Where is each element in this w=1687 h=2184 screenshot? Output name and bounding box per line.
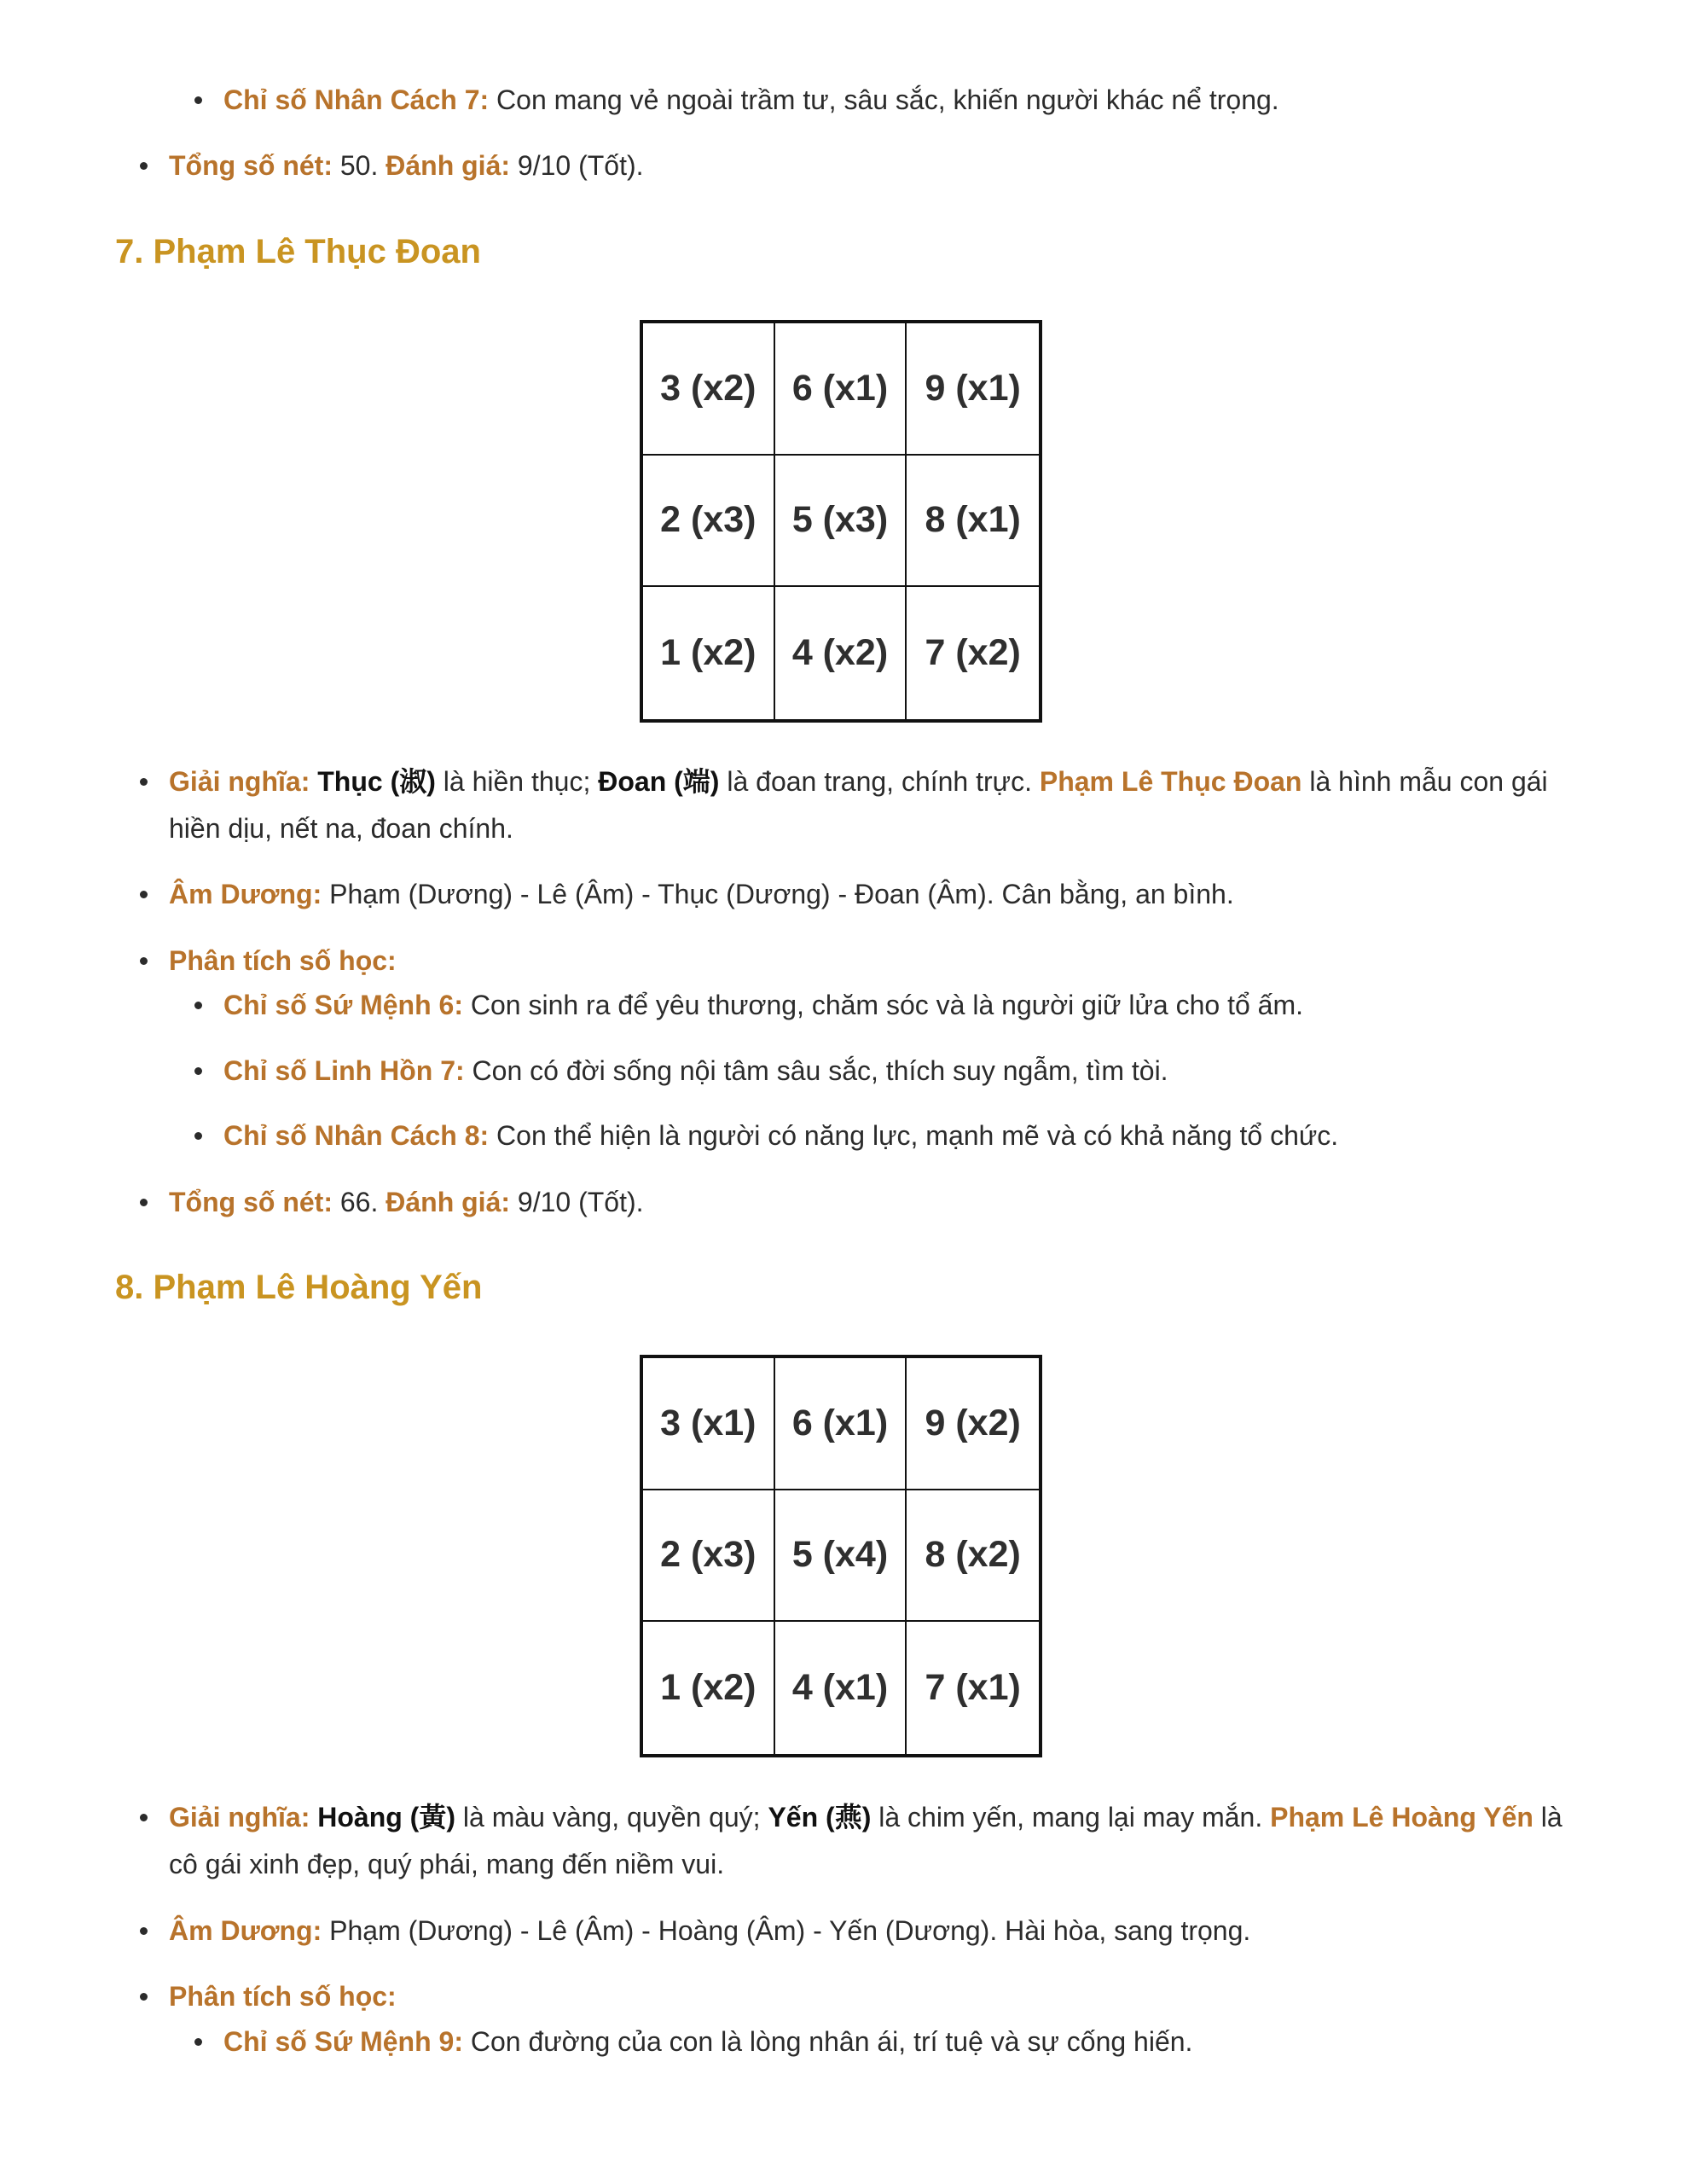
section-heading-7: 7. Phạm Lê Thục Đoan <box>115 233 481 270</box>
yinyang-text: Phạm (Dương) - Lê (Âm) - Thục (Dương) - Đoan (Âm). Cân bằng, an bình. <box>322 879 1234 909</box>
list-item-numerology-7 <box>169 938 1576 985</box>
list-item-nhan-cach-7 <box>223 77 1588 124</box>
grid-cell: 7 (x2) <box>925 632 1021 674</box>
number-grid-7 <box>640 320 1042 723</box>
item-label: Chỉ số Sứ Mệnh 6: <box>223 990 463 1020</box>
meaning-text-1: là hiền thục; <box>435 766 599 797</box>
list-item-linh-hon-7 <box>223 1048 1588 1095</box>
list-item-nhan-cach-8 <box>223 1112 1588 1159</box>
list-item-total-strokes-7 <box>169 1179 1576 1226</box>
grid-cell: 9 (x2) <box>907 1358 1039 1490</box>
rating-value: 9/10 (Tốt). <box>510 150 644 181</box>
numerology-label: Phân tích số học: <box>169 1981 397 2012</box>
meaning-text-2: là đoan trang, chính trực. <box>719 766 1040 797</box>
item-label: Chỉ số Nhân Cách 8: <box>223 1120 490 1151</box>
grid-cell: 4 (x2) <box>775 587 907 719</box>
list-item-meaning-8 <box>169 1794 1576 1888</box>
list-item-yinyang-7 <box>169 871 1576 918</box>
meaning-fullname: Phạm Lê Hoàng Yến <box>1270 1802 1533 1833</box>
grid-cell: 2 (x3) <box>643 456 775 588</box>
meaning-text-2: là chim yến, mang lại may mắn. <box>871 1802 1271 1833</box>
meaning-label: Giải nghĩa: <box>169 766 310 797</box>
grid-cell: 8 (x2) <box>907 1490 1039 1623</box>
item-label: Chỉ số Nhân Cách 7: <box>223 84 490 115</box>
item-text: Con thể hiện là người có năng lực, mạnh mẽ và có khả năng tổ chức. <box>489 1120 1339 1151</box>
meaning-char-1: Thục (淑) <box>317 766 436 797</box>
item-label: Chỉ số Sứ Mệnh 9: <box>223 2026 463 2057</box>
item-text: Con mang vẻ ngoài trầm tư, sâu sắc, khiến người khác nể trọng. <box>489 84 1279 115</box>
numerology-label: Phân tích số học: <box>169 945 397 976</box>
grid-cell: 5 (x4) <box>775 1490 907 1623</box>
item-text: Con có đời sống nội tâm sâu sắc, thích suy ngẫm, tìm tòi. <box>464 1055 1168 1086</box>
meaning-text-1: là màu vàng, quyền quý; <box>455 1802 768 1833</box>
list-item-numerology-8 <box>169 1973 1576 2020</box>
number-grid-8 <box>640 1355 1042 1757</box>
grid-cell: 3 (x2) <box>643 323 775 456</box>
section-heading-8: 8. Phạm Lê Hoàng Yến <box>115 1269 483 1306</box>
meaning-text-3: là hình mẫu con gái hiền dịu, nết na, đoan chính. <box>169 766 1548 844</box>
grid-cell: 5 (x3) <box>775 456 907 588</box>
grid-cell: 6 (x1) <box>775 1358 907 1490</box>
grid-cell: 6 (x1) <box>775 323 907 456</box>
list-item-yinyang-8 <box>169 1908 1576 1955</box>
total-value: 66. <box>332 1187 386 1217</box>
rating-label: Đánh giá: <box>386 1187 511 1217</box>
total-label: Tổng số nét: <box>169 1187 333 1217</box>
rating-value: 9/10 (Tốt). <box>510 1187 644 1217</box>
list-item-meaning-7 <box>169 758 1576 852</box>
item-text: Con sinh ra để yêu thương, chăm sóc và là người giữ lửa cho tổ ấm. <box>462 990 1303 1020</box>
meaning-label: Giải nghĩa: <box>169 1802 310 1833</box>
total-label: Tổng số nét: <box>169 150 333 181</box>
list-item-total-strokes <box>169 142 1576 189</box>
grid-cell: 8 (x1) <box>907 456 1039 588</box>
yinyang-label: Âm Dương: <box>169 1915 322 1946</box>
grid-cell: 3 (x1) <box>643 1358 775 1490</box>
list-item-su-menh-6 <box>223 982 1588 1029</box>
rating-label: Đánh giá: <box>386 150 511 181</box>
grid-cell: 9 (x1) <box>907 323 1039 456</box>
grid-cell: 4 (x1) <box>775 1622 907 1754</box>
meaning-fullname: Phạm Lê Thục Đoan <box>1039 766 1302 797</box>
item-text: Con đường của con là lòng nhân ái, trí tuệ và sự cống hiến. <box>462 2026 1193 2057</box>
grid-cell: 1 (x2) <box>643 1622 775 1754</box>
yinyang-text: Phạm (Dương) - Lê (Âm) - Hoàng (Âm) - Yến (Dương). Hài hòa, sang trọng. <box>322 1915 1251 1946</box>
list-item-su-menh-9 <box>223 2018 1588 2065</box>
grid-cell: 1 (x2) <box>643 587 775 719</box>
grid-cell: 7 (x1) <box>925 1667 1021 1709</box>
meaning-char-1: Hoàng (黃) <box>317 1802 455 1833</box>
meaning-text-3: là cô gái xinh đẹp, quý phái, mang đến niềm vui. <box>169 1802 1562 1879</box>
total-value: 50. <box>332 150 386 181</box>
grid-cell: 2 (x3) <box>643 1490 775 1623</box>
item-label: Chỉ số Linh Hồn 7: <box>223 1055 465 1086</box>
yinyang-label: Âm Dương: <box>169 879 322 909</box>
meaning-char-2: Yến (燕) <box>768 1802 872 1833</box>
meaning-char-2: Đoan (端) <box>598 766 720 797</box>
